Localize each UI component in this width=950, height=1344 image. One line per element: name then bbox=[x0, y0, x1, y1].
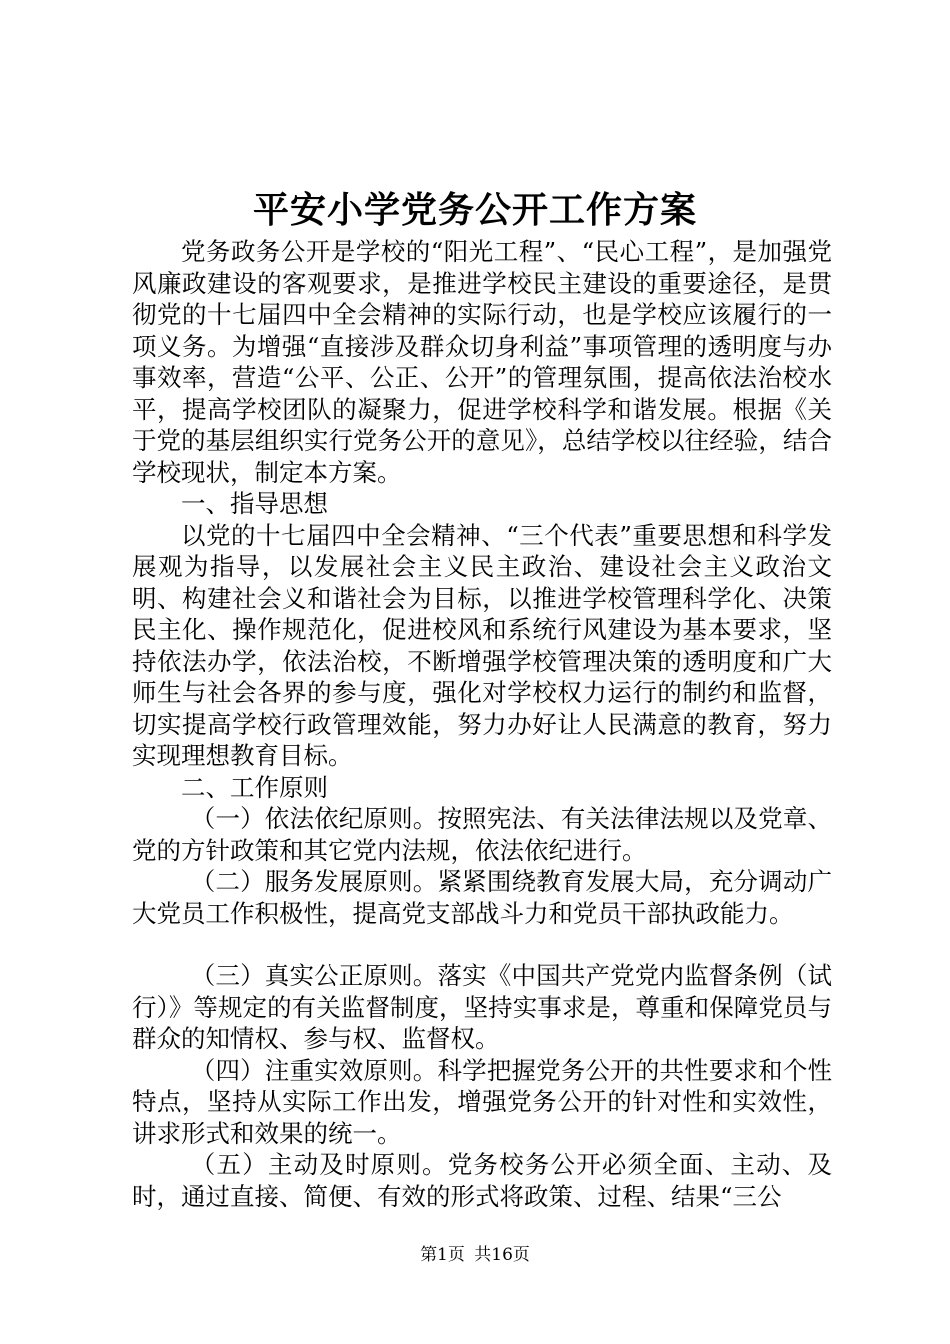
document-title: 平安小学党务公开工作方案 bbox=[252, 189, 697, 231]
page-footer: 第1页 共16页 bbox=[420, 1245, 530, 1265]
section-heading-guiding-ideology: 一、指导思想 bbox=[181, 489, 328, 518]
principle-1-paragraph: （一）依法依纪原则。按照宪法、有关法律法规以及党章、党的方针政策和其它党内法规，依法依纪进行。 bbox=[132, 804, 832, 865]
document-body bbox=[132, 236, 832, 1212]
principle-4-paragraph: （四）注重实效原则。科学把握党务公开的共性要求和个性特点，坚持从实际工作出发，增强党务公开的针对性和实效性，讲求形式和效果的统一。 bbox=[132, 1055, 832, 1148]
guiding-ideology-paragraph: 以党的十七届四中全会精神、“三个代表”重要思想和科学发展观为指导，以发展社会主义民主政治、建设社会主义政治文明、构建社会义和谐社会为目标，以推进学校管理科学化、决策民主化、操作规范化，促进校风和系统行风建设为基本要求，坚持依法办学，依法治校，不断增强学校管理决策的透明度和广大师生与社会各界的参与度，强化对学校权力运行的制约和监督，切实提高学校行政管理效能，努力办好让人民满意的教育，努力实现理想教育目标。 bbox=[132, 520, 832, 770]
section-heading-work-principles: 二、工作原则 bbox=[181, 772, 328, 802]
intro-paragraph: 党务政务公开是学校的“阳光工程”、“民心工程”，是加强党风廉政建设的客观要求，是推进学校民主建设的重要途径，是贯彻党的十七届四中全会精神的实际行动，也是学校应该履行的一项义务。为增强“直接涉及群众切身利益”事项管理的透明度与办事效率，营造“公平、公正、公开”的管理氛围，提高依法治校水平，提高学校团队的凝聚力，促进学校科学和谐发展。根据《关于党的基层组织实行党务公开的意见》，总结学校以往经验，结合学校现状，制定本方案。 bbox=[132, 237, 832, 487]
principle-3-paragraph: （三）真实公正原则。落实《中国共产党党内监督条例（试行）》等规定的有关监督制度，坚持实事求是，尊重和保障党员与群众的知情权、参与权、监督权。 bbox=[132, 961, 832, 1053]
principle-5-paragraph: （五）主动及时原则。党务校务公开必须全面、主动、及时，通过直接、简便、有效的形式将政策、过程、结果“三公 bbox=[132, 1150, 832, 1211]
principle-2-paragraph: （二）服务发展原则。紧紧围绕教育发展大局，充分调动广大党员工作积极性，提高党支部战斗力和党员干部执政能力。 bbox=[132, 867, 832, 928]
